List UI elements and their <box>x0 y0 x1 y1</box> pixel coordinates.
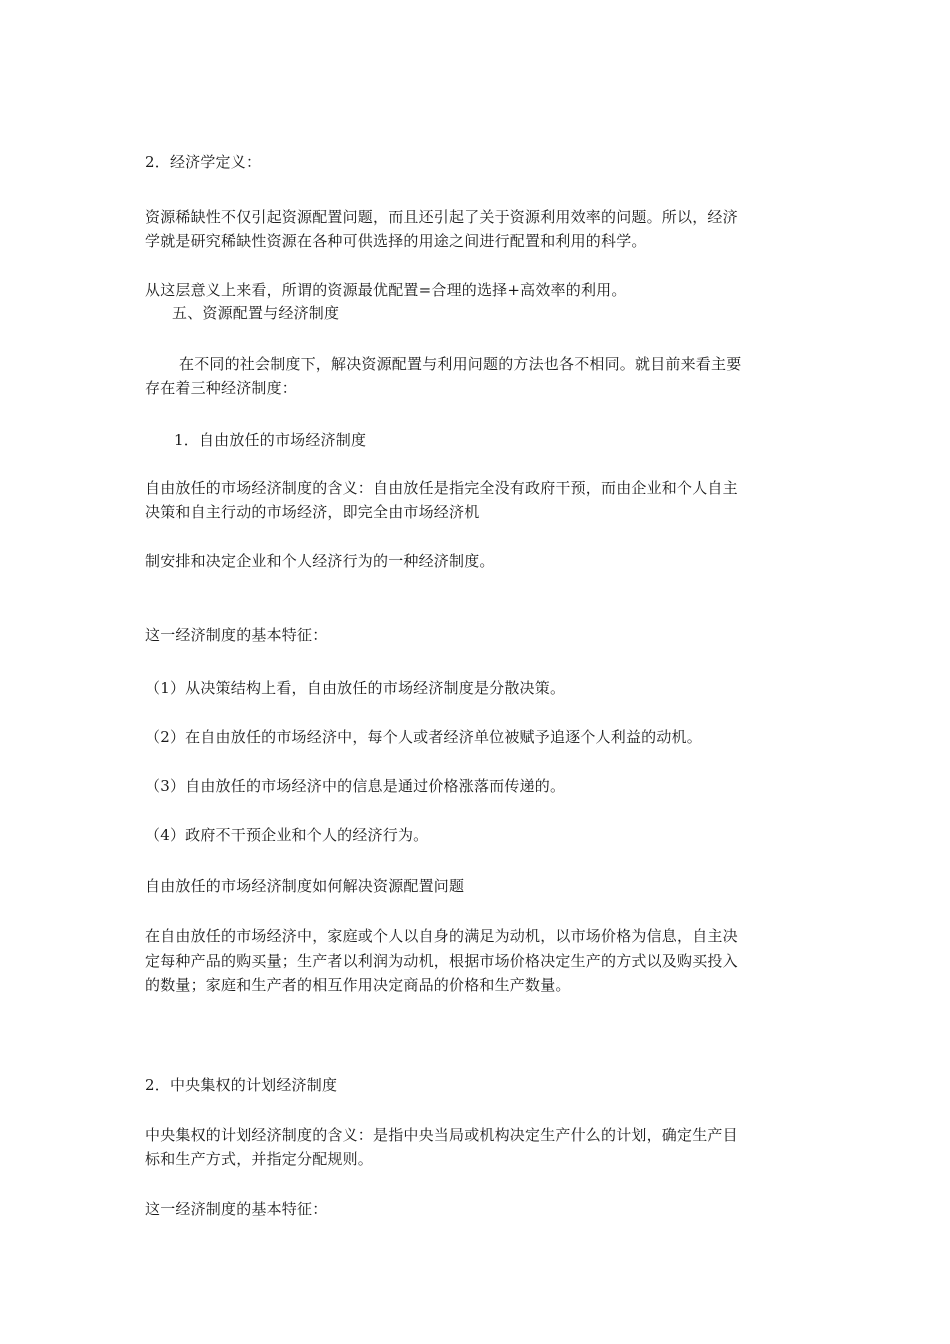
section-heading: 五、资源配置与经济制度 <box>172 304 340 322</box>
paragraph-line: 资源稀缺性不仅引起资源配置问题，而且还引起了关于资源利用效率的问题。所以，经济 <box>145 208 738 226</box>
list-item: （2）在自由放任的市场经济中，每个人或者经济单位被赋予追逐个人利益的动机。 <box>145 728 702 746</box>
heading-economics-definition: 2．经济学定义： <box>145 153 262 171</box>
list-item: （4）政府不干预企业和个人的经济行为。 <box>145 826 429 844</box>
paragraph-line: 存在着三种经济制度： <box>145 379 298 397</box>
paragraph-line: 学就是研究稀缺性资源在各种可供选择的用途之间进行配置和利用的科学。 <box>145 232 647 250</box>
paragraph-line: 定每种产品的购买量；生产者以利润为动机，根据市场价格决定生产的方式以及购买投入 <box>145 952 738 970</box>
paragraph-line: 的数量；家庭和生产者的相互作用决定商品的价格和生产数量。 <box>145 976 571 994</box>
paragraph-line: 这一经济制度的基本特征： <box>145 1200 328 1218</box>
paragraph-line: 决策和自主行动的市场经济，即完全由市场经济机 <box>145 503 480 521</box>
subheading-market-economy: 1．自由放任的市场经济制度 <box>174 431 367 449</box>
paragraph-line: 中央集权的计划经济制度的含义：是指中央当局或机构决定生产什么的计划，确定生产目 <box>145 1126 738 1144</box>
paragraph-line: 在不同的社会制度下，解决资源配置与利用问题的方法也各不相同。就目前来看主要 <box>179 355 742 373</box>
paragraph-line: 在自由放任的市场经济中，家庭或个人以自身的满足为动机，以市场价格为信息，自主决 <box>145 927 738 945</box>
paragraph-line: 标和生产方式，并指定分配规则。 <box>145 1150 374 1168</box>
paragraph-line: 制安排和决定企业和个人经济行为的一种经济制度。 <box>145 552 495 570</box>
paragraph-line: 这一经济制度的基本特征： <box>145 626 328 644</box>
list-item: （3）自由放任的市场经济中的信息是通过价格涨落而传递的。 <box>145 777 566 795</box>
paragraph-line: 从这层意义上来看，所谓的资源最优配置=合理的选择+高效率的利用。 <box>145 281 627 299</box>
paragraph-line: 自由放任的市场经济制度如何解决资源配置问题 <box>145 877 465 895</box>
subheading-planned-economy: 2．中央集权的计划经济制度 <box>145 1076 338 1094</box>
paragraph-line: 自由放任的市场经济制度的含义：自由放任是指完全没有政府干预，而由企业和个人自主 <box>145 479 738 497</box>
list-item: （1）从决策结构上看，自由放任的市场经济制度是分散决策。 <box>145 679 566 697</box>
